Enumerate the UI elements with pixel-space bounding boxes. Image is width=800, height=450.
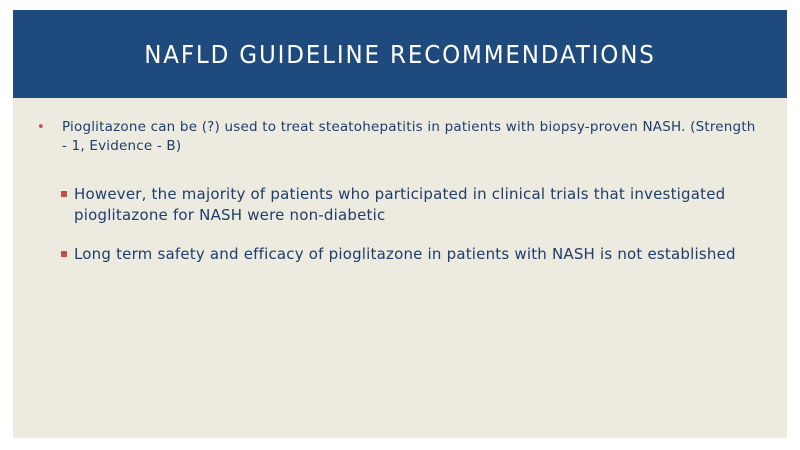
sub-bullet-item: [61, 244, 777, 265]
slide: [13, 10, 787, 438]
bullet-text: Pioglitazone can be (?) used to treat steatohepatitis in patients with biopsy-proven NASH. (Strength - 1, Evidence - B): [62, 119, 756, 154]
slide-content: [13, 98, 787, 438]
sub-bullet-text: However, the majority of patients who participated in clinical trials that investigated pioglitazone for NASH were non-diabetic: [74, 185, 726, 224]
bullet-dot-icon: •: [37, 120, 45, 135]
sub-bullet-item: [61, 184, 777, 226]
title-band: [13, 10, 787, 98]
bullet-item: [37, 118, 757, 156]
square-bullet-icon: [61, 191, 67, 197]
slide-title: NAFLD GUIDELINE RECOMMENDATIONS: [144, 39, 656, 69]
sub-bullet-text: Long term safety and efficacy of pioglitazone in patients with NASH is not established: [74, 245, 736, 263]
square-bullet-icon: [61, 251, 67, 257]
